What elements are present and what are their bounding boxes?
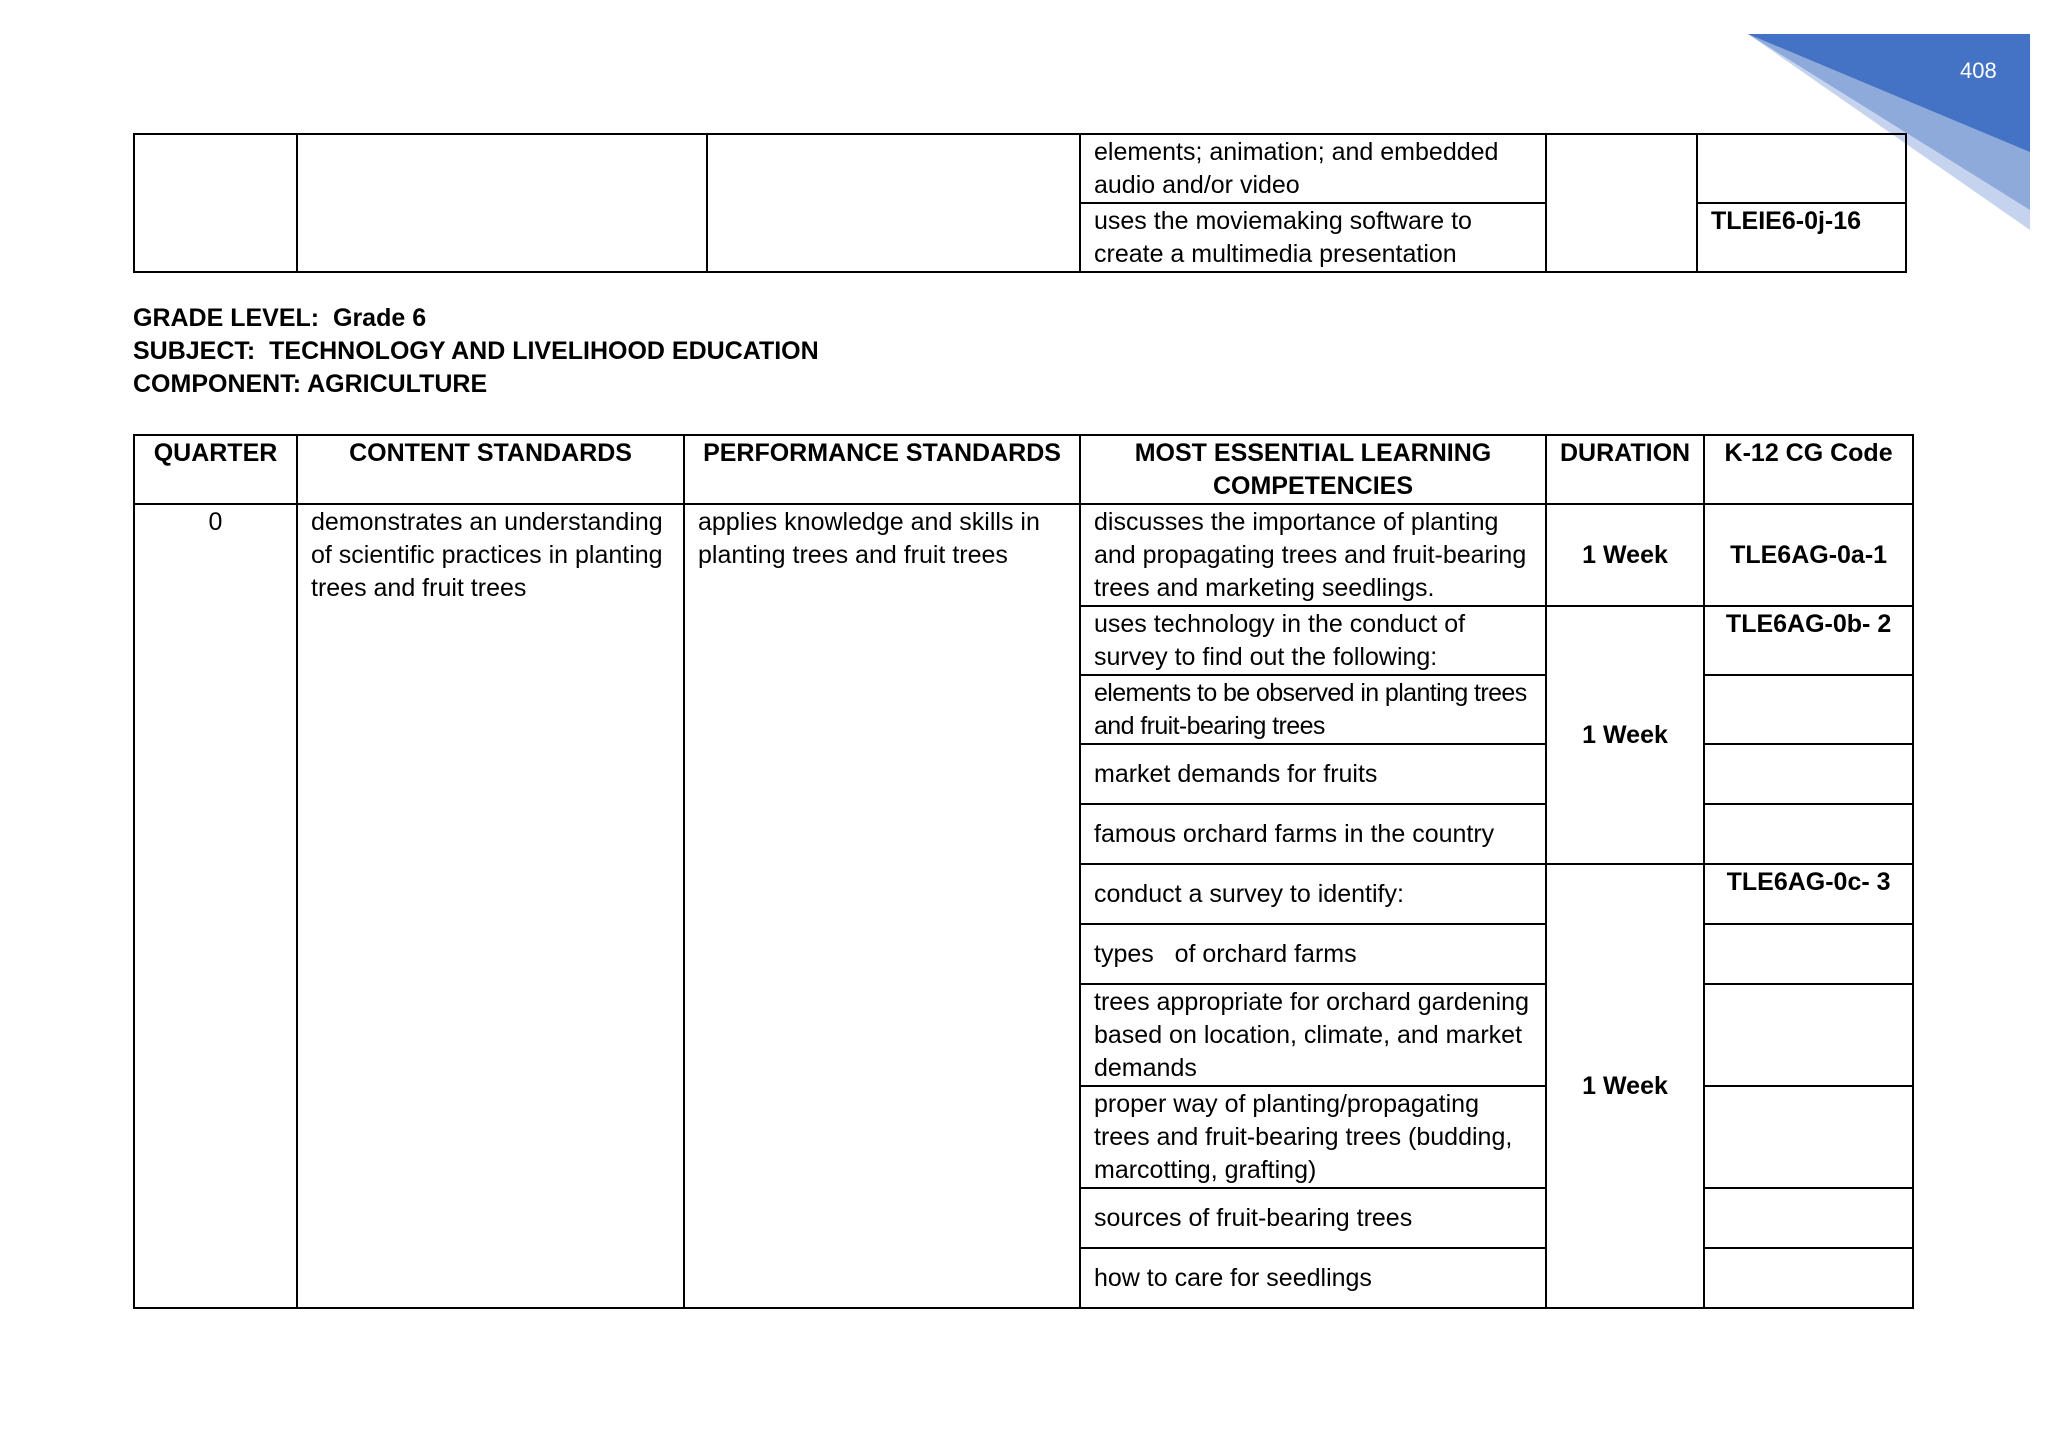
performance-standards-cell xyxy=(707,134,1080,272)
table-row xyxy=(134,134,1906,203)
content-standards-cell: demonstrates an understanding of scientific practices in planting trees and fruit trees xyxy=(297,504,684,1308)
competency-cell: uses the moviemaking software to create a multimedia presentation xyxy=(1080,203,1546,272)
competency-cell: elements to be observed in planting trees and fruit-bearing trees xyxy=(1080,675,1546,744)
header-performance-standards: PERFORMANCE STANDARDS xyxy=(684,435,1080,504)
code-cell xyxy=(1704,804,1913,864)
code-cell xyxy=(1704,984,1913,1086)
quarter-cell xyxy=(134,134,297,272)
continued-table xyxy=(133,133,1907,273)
code-cell: TLEIE6-0j-16 xyxy=(1697,203,1906,272)
heading-block xyxy=(133,302,819,401)
competency-cell: elements; animation; and embedded audio and/or video xyxy=(1080,134,1546,203)
code-cell xyxy=(1704,1188,1913,1248)
competency-cell: famous orchard farms in the country xyxy=(1080,804,1546,864)
duration-cell xyxy=(1546,134,1697,272)
quarter-cell: 0 xyxy=(134,504,297,1308)
code-cell xyxy=(1704,1086,1913,1188)
header-competencies: MOST ESSENTIAL LEARNING COMPETENCIES xyxy=(1080,435,1546,504)
competency-cell: uses technology in the conduct of survey to find out the following: xyxy=(1080,606,1546,675)
subject: SUBJECT: TECHNOLOGY AND LIVELIHOOD EDUCATION xyxy=(133,337,819,365)
competency-cell: types of orchard farms xyxy=(1080,924,1546,984)
code-cell xyxy=(1697,134,1906,203)
code-cell xyxy=(1704,1248,1913,1308)
header-content-standards: CONTENT STANDARDS xyxy=(297,435,684,504)
curriculum-table xyxy=(133,434,1914,1309)
competency-cell: sources of fruit-bearing trees xyxy=(1080,1188,1546,1248)
grade-level: GRADE LEVEL: Grade 6 xyxy=(133,304,427,332)
code-cell: TLE6AG-0c- 3 xyxy=(1704,864,1913,924)
competency-cell: proper way of planting/propagating trees and fruit-bearing trees (budding, marcotting, grafting) xyxy=(1080,1086,1546,1188)
header-duration: DURATION xyxy=(1546,435,1704,504)
table-header-row xyxy=(134,435,1913,504)
code-cell: TLE6AG-0a-1 xyxy=(1704,504,1913,606)
code-cell xyxy=(1704,675,1913,744)
competency-cell: conduct a survey to identify: xyxy=(1080,864,1546,924)
table-row xyxy=(134,504,1913,606)
performance-standards-cell: applies knowledge and skills in planting trees and fruit trees xyxy=(684,504,1080,1308)
competency-cell: market demands for fruits xyxy=(1080,744,1546,804)
code-cell: TLE6AG-0b- 2 xyxy=(1704,606,1913,675)
page-number: 408 xyxy=(1960,58,1997,83)
competency-cell: discusses the importance of planting and propagating trees and fruit-bearing trees and marketing seedlings. xyxy=(1080,504,1546,606)
code-cell xyxy=(1704,744,1913,804)
duration-cell: 1 Week xyxy=(1546,504,1704,606)
competency-cell: how to care for seedlings xyxy=(1080,1248,1546,1308)
duration-cell: 1 Week xyxy=(1546,864,1704,1308)
competency-cell: trees appropriate for orchard gardening based on location, climate, and market demands xyxy=(1080,984,1546,1086)
code-cell xyxy=(1704,924,1913,984)
header-quarter: QUARTER xyxy=(134,435,297,504)
duration-cell: 1 Week xyxy=(1546,606,1704,864)
content-standards-cell xyxy=(297,134,707,272)
component: COMPONENT: AGRICULTURE xyxy=(133,370,488,398)
header-code: K-12 CG Code xyxy=(1704,435,1913,504)
